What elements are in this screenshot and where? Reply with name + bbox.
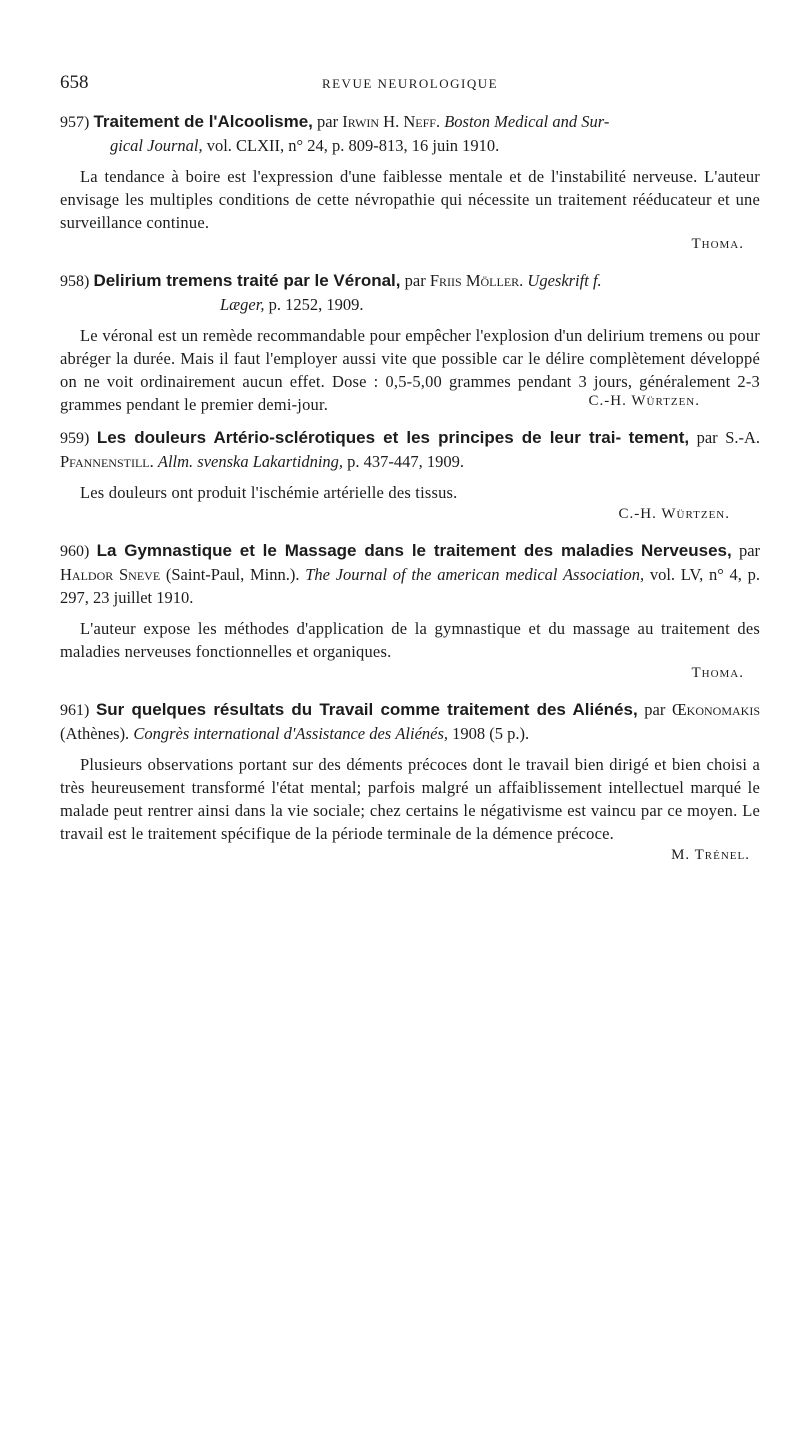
author-place: (Athènes).: [60, 724, 130, 743]
entry-title: Delirium tremens traité par le Véronal,: [93, 271, 401, 290]
by-word: par: [696, 428, 718, 447]
entry-number: 961): [60, 702, 90, 719]
citation-details: vol. CLXII, n° 24, p. 809-813, 16 juin 1910.: [206, 136, 500, 155]
page-header: [60, 72, 760, 96]
citation-details: p. 437-447, 1909.: [347, 452, 465, 471]
journal-continued: gical Journal,: [110, 136, 203, 155]
running-head: REVUE NEUROLOGIQUE: [321, 76, 499, 91]
citation: [60, 269, 760, 316]
entry-title-continued: Aliénés,: [572, 700, 638, 719]
author: Friis Möller.: [429, 271, 524, 290]
citation-continuation: [60, 293, 760, 316]
author: Œkonomakis: [671, 700, 760, 719]
author: S.-A. Pfannenstill.: [60, 428, 761, 471]
by-word: par: [644, 700, 666, 719]
entry-958: [60, 269, 760, 414]
entry-number: 959): [60, 430, 90, 447]
abstract: L'auteur expose les méthodes d'application de la gymnastique et du massage au traitement des maladies nerveuses fonctionnelles et organiques.: [60, 619, 760, 661]
entry-959: [60, 426, 760, 523]
citation-continuation: [60, 134, 760, 157]
signature: M. Trénel.: [671, 847, 750, 863]
author-place: (Saint-Paul, Minn.).: [165, 565, 300, 584]
citation: [60, 110, 760, 157]
author: Haldor Sneve: [60, 565, 161, 584]
page-number: 658: [60, 72, 89, 93]
journal-continued: medical Association,: [505, 565, 645, 584]
abstract: Le véronal est un remède recommandable pour empêcher l'explosion d'un delirium tremens ou pour abréger la durée. Mais il faut l'employer aussi vite que possible car le délire complètement développé on ne voit ordinairement aucun effet. Dose : 0,5-5,00 grammes pendant 3 jours, généralement 2-3 grammes pendant le premier demi-jour.: [60, 326, 760, 414]
entry-number: 957): [60, 114, 90, 131]
abstract: La tendance à boire est l'expression d'une faiblesse mentale et de l'instabilité nerveuse. L'auteur envisage les multiples conditions de cette névropathie qui nécessite un traitement rééducateur et une surveillance continue.: [60, 167, 760, 232]
citation-details: vol. LV, n° 4, p. 297, 23 juillet 1910.: [60, 565, 761, 607]
journal: Congrès international d'Assistance des: [133, 724, 392, 743]
citation: [60, 539, 760, 609]
entry-960: [60, 539, 760, 682]
abstract: Plusieurs observations portant sur des déments précoces dont le travail bien dirigé et bien choisi a très heureusement transformé l'état mental; parfois malgré un affaiblissement intellectuel marqué le malade peut rentrer ainsi dans la vie sociale; chez certains le négativisme est vaincu par ce moyen. Le travail est le traitement spécifique de la période terminale de la démence précoce.: [60, 755, 760, 843]
entry-title-continued: Nerveuses,: [640, 541, 732, 560]
abstract: Les douleurs ont produit l'ischémie artérielle des tissus.: [80, 483, 458, 502]
entry-title: Les douleurs Artério-sclérotiques et les principes de leur trai-: [96, 428, 622, 447]
journal: Boston Medical and Sur-: [444, 112, 610, 131]
entry-title: Traitement de l'Alcoolisme,: [93, 112, 313, 131]
by-word: par: [738, 541, 761, 560]
entry-title: Sur quelques résultats du Travail comme traitement des: [95, 700, 566, 719]
citation: [60, 426, 760, 473]
author: Irwin H. Neff.: [342, 112, 441, 131]
signature: Thoma.: [691, 236, 744, 252]
entry-961: [60, 698, 760, 864]
journal-continued: Aliénés,: [395, 724, 449, 743]
entry-title: La Gymnastique et le Massage dans le traitement des maladies: [96, 541, 634, 560]
by-word: par: [404, 271, 426, 290]
entry-number: 958): [60, 273, 90, 290]
citation-details: p. 1252, 1909.: [268, 295, 364, 314]
citation-details: 1908 (5 p.).: [452, 724, 530, 743]
entry-957: [60, 110, 760, 253]
signature: Thoma.: [691, 665, 744, 681]
journal: Ugeskrift f.: [527, 271, 602, 290]
entry-title-continued: tement,: [628, 428, 690, 447]
entry-number: 960): [60, 543, 90, 560]
journal: Allm. svenska Lakartidning,: [157, 452, 344, 471]
citation: [60, 698, 760, 745]
signature: C.-H. Würtzen.: [618, 506, 730, 522]
signature: C.-H. Würtzen.: [588, 393, 700, 409]
journal: The Journal of the american: [305, 565, 500, 584]
journal-continued: Læger,: [220, 295, 265, 314]
by-word: par: [317, 112, 339, 131]
